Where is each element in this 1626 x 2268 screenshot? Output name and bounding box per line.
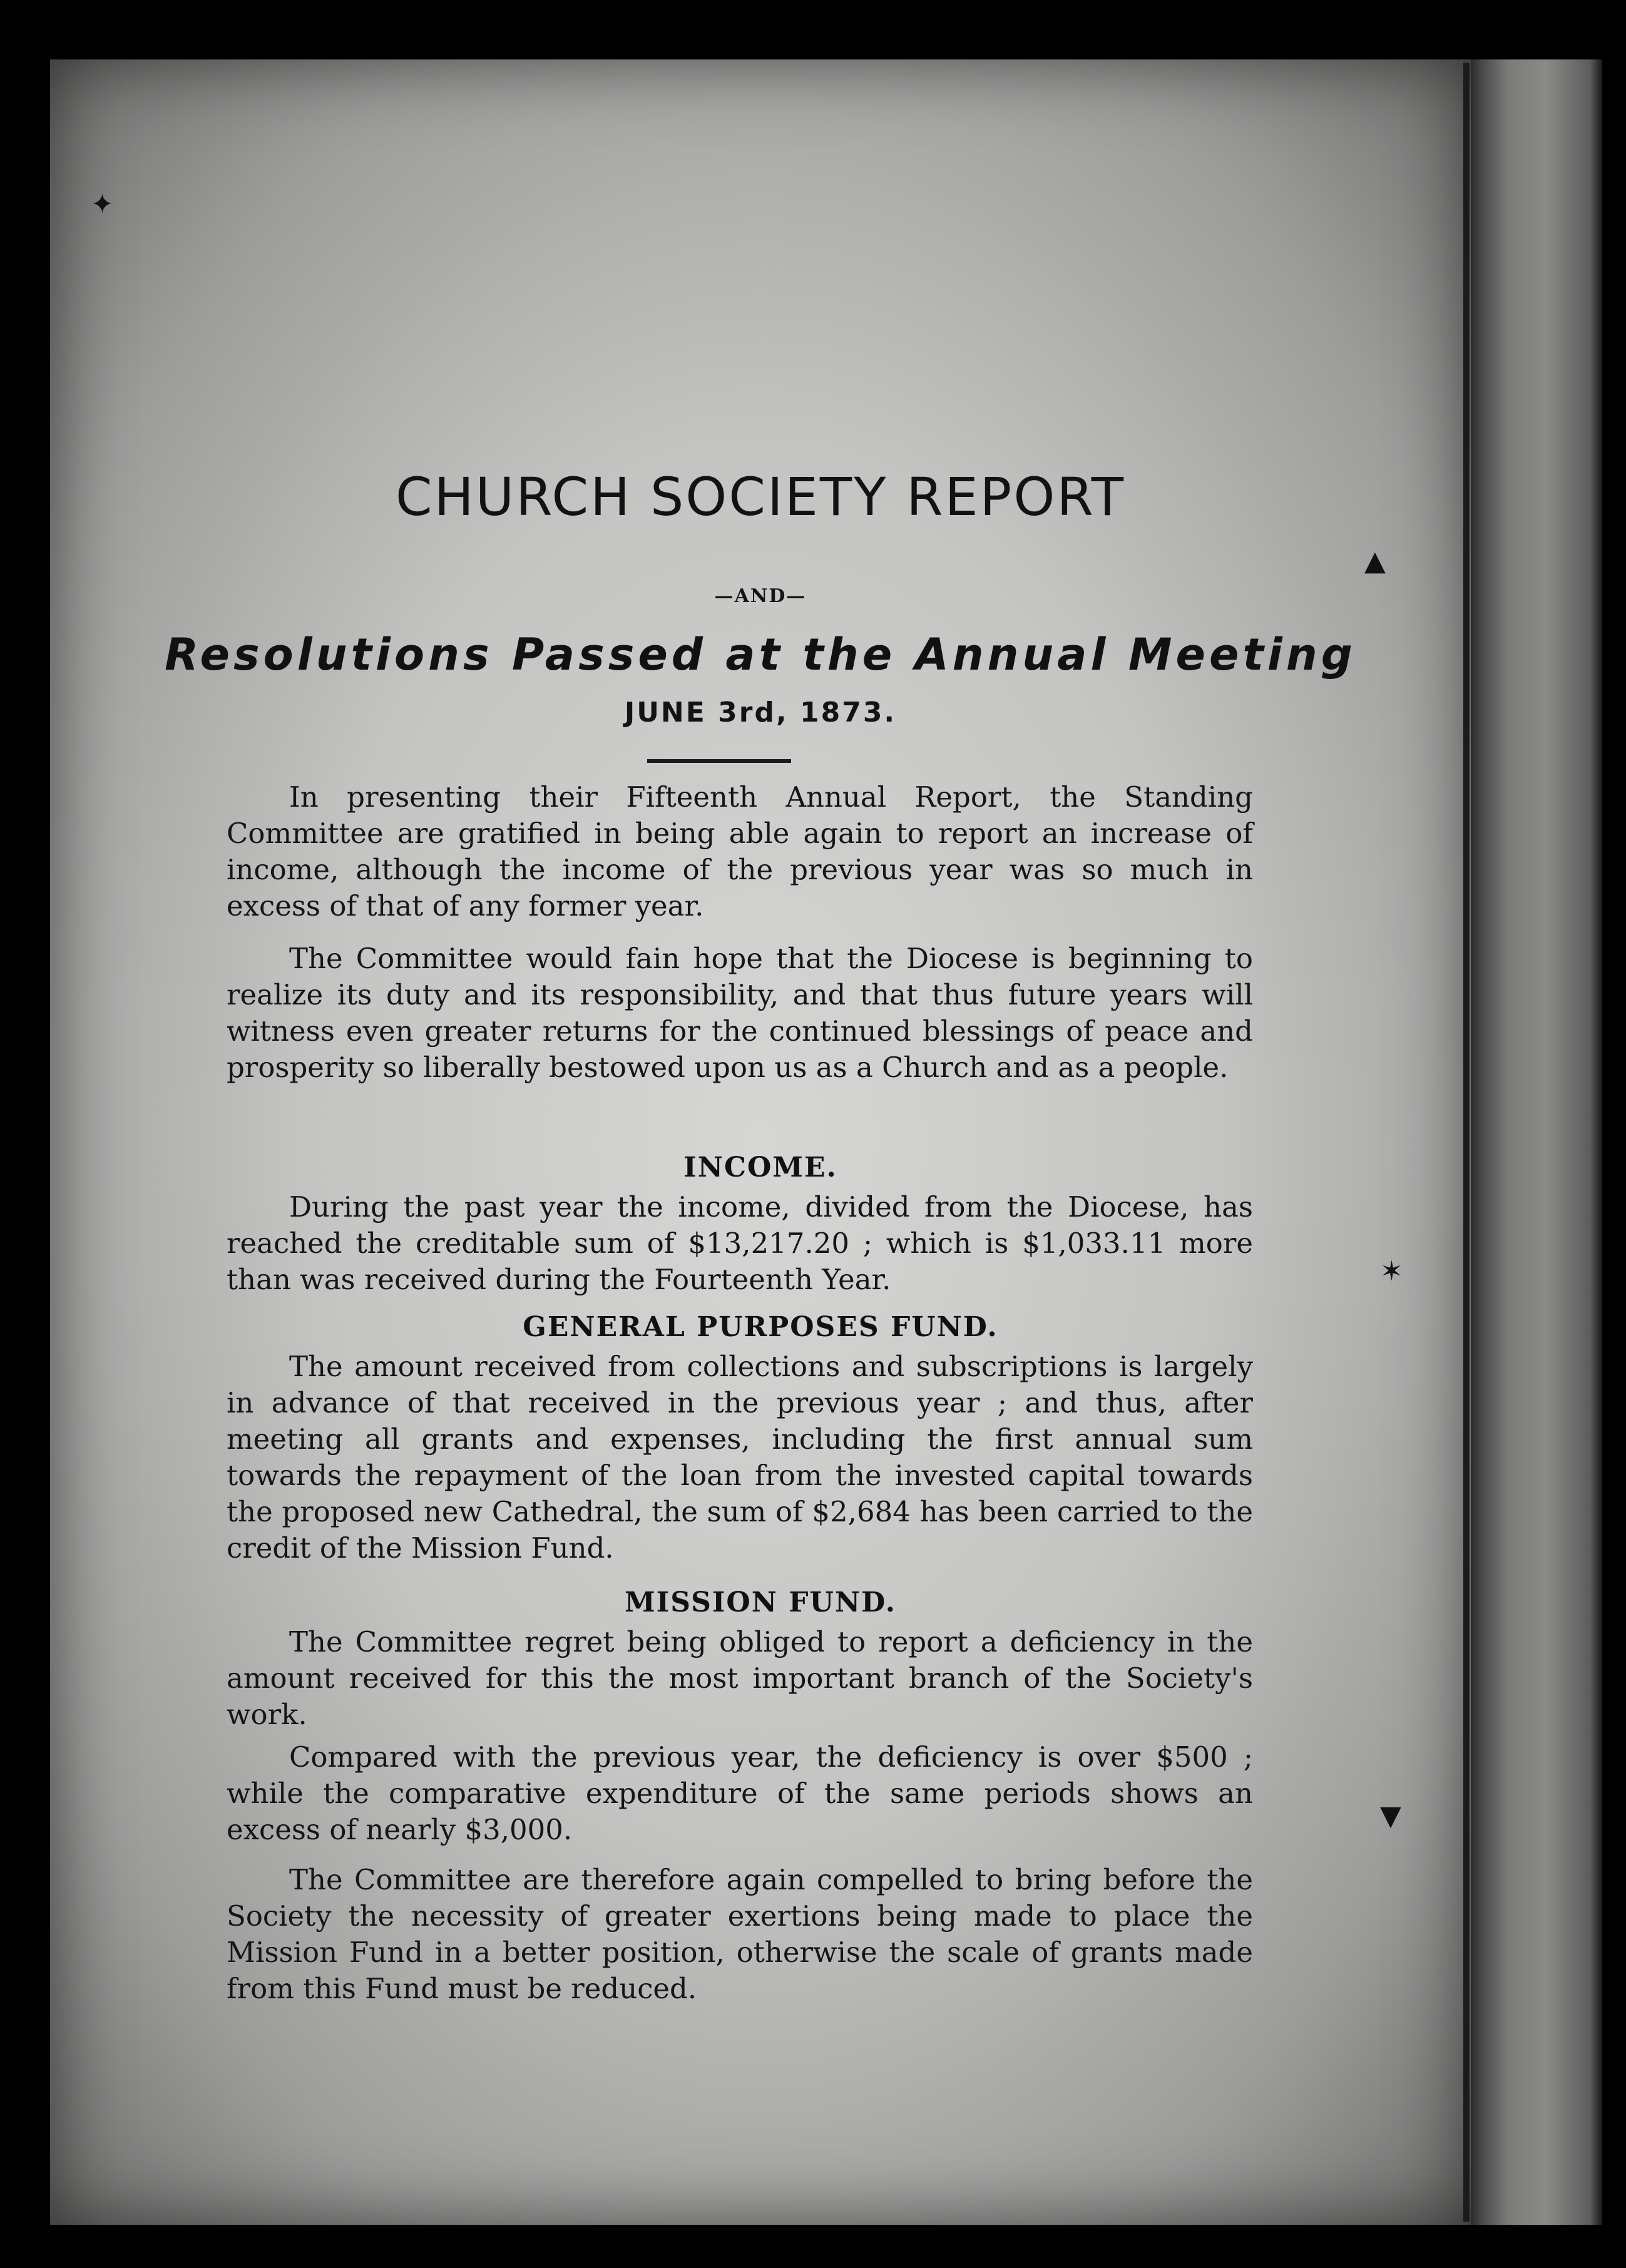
income-paragraph: During the past year the income, divided from the Diocese, has reached the creditable sum of $13,217.20 ; which is $1,033.11 more than was received during the Fourteenth Year.: [227, 1190, 1253, 1296]
income-section: [227, 1189, 1253, 1298]
meeting-date: JUNE 3rd, 1873.: [624, 697, 897, 728]
general-purposes-heading: GENERAL PURPOSES FUND.: [523, 1311, 998, 1343]
mission-fund-paragraph: Compared with the previous year, the deficiency is over $500 ; while the comparative expenditure of the same periods shows an excess of nearly $3,000.: [227, 1740, 1253, 1846]
intro-paragraph: The Committee would fain hope that the Diocese is beginning to realize its duty and its responsibility, and that thus future years will witness even greater returns for the continued blessings of peace and prosperity so liberally bestowed upon us as a Church and as a people.: [227, 942, 1253, 1084]
income-heading: INCOME.: [683, 1152, 837, 1183]
mission-fund-paragraph: The Committee are therefore again compelled to bring before the Society the necessity of greater exertions being made to place the Mission Fund in a better position, otherwise the scale of grants made from this Fund must be reduced.: [227, 1863, 1253, 2005]
intro-paragraph: In presenting their Fifteenth Annual Report, the Standing Committee are gratified in being able again to report an increase of income, although the income of the previous year was so much in excess of that of any former year.: [227, 780, 1253, 922]
general-purposes-section: [227, 1349, 1253, 1566]
speck-mark: ▲: [1364, 545, 1386, 577]
document-page: [50, 59, 1471, 2225]
report-title: CHURCH SOCIETY REPORT: [395, 466, 1126, 528]
and-separator: —AND—: [714, 585, 807, 607]
mission-fund-section: [227, 1624, 1253, 2007]
speck-mark: ✦: [91, 188, 114, 220]
speck-mark: ▼: [1380, 1800, 1401, 1832]
facing-page-edge: [1471, 59, 1602, 2225]
intro-section: [227, 779, 1253, 1086]
mission-fund-heading: MISSION FUND.: [624, 1586, 897, 1618]
mission-fund-paragraph: The Committee regret being obliged to report a deficiency in the amount received for this the most important branch of the Society's work.: [227, 1625, 1253, 1731]
general-purposes-paragraph: The amount received from collections and subscriptions is largely in advance of that received in the previous year ; and thus, after meeting all grants and expenses, including the first annual sum towards the repayment of the loan from the invested capital towards the proposed new Cathedral, the sum of $2,684 has been carried to the credit of the Mission Fund.: [227, 1350, 1253, 1565]
binding-gutter-line: [1463, 63, 1470, 2222]
title-rule: [647, 759, 791, 763]
speck-mark: ✶: [1380, 1255, 1403, 1287]
report-subtitle: Resolutions Passed at the Annual Meeting: [165, 629, 1356, 680]
